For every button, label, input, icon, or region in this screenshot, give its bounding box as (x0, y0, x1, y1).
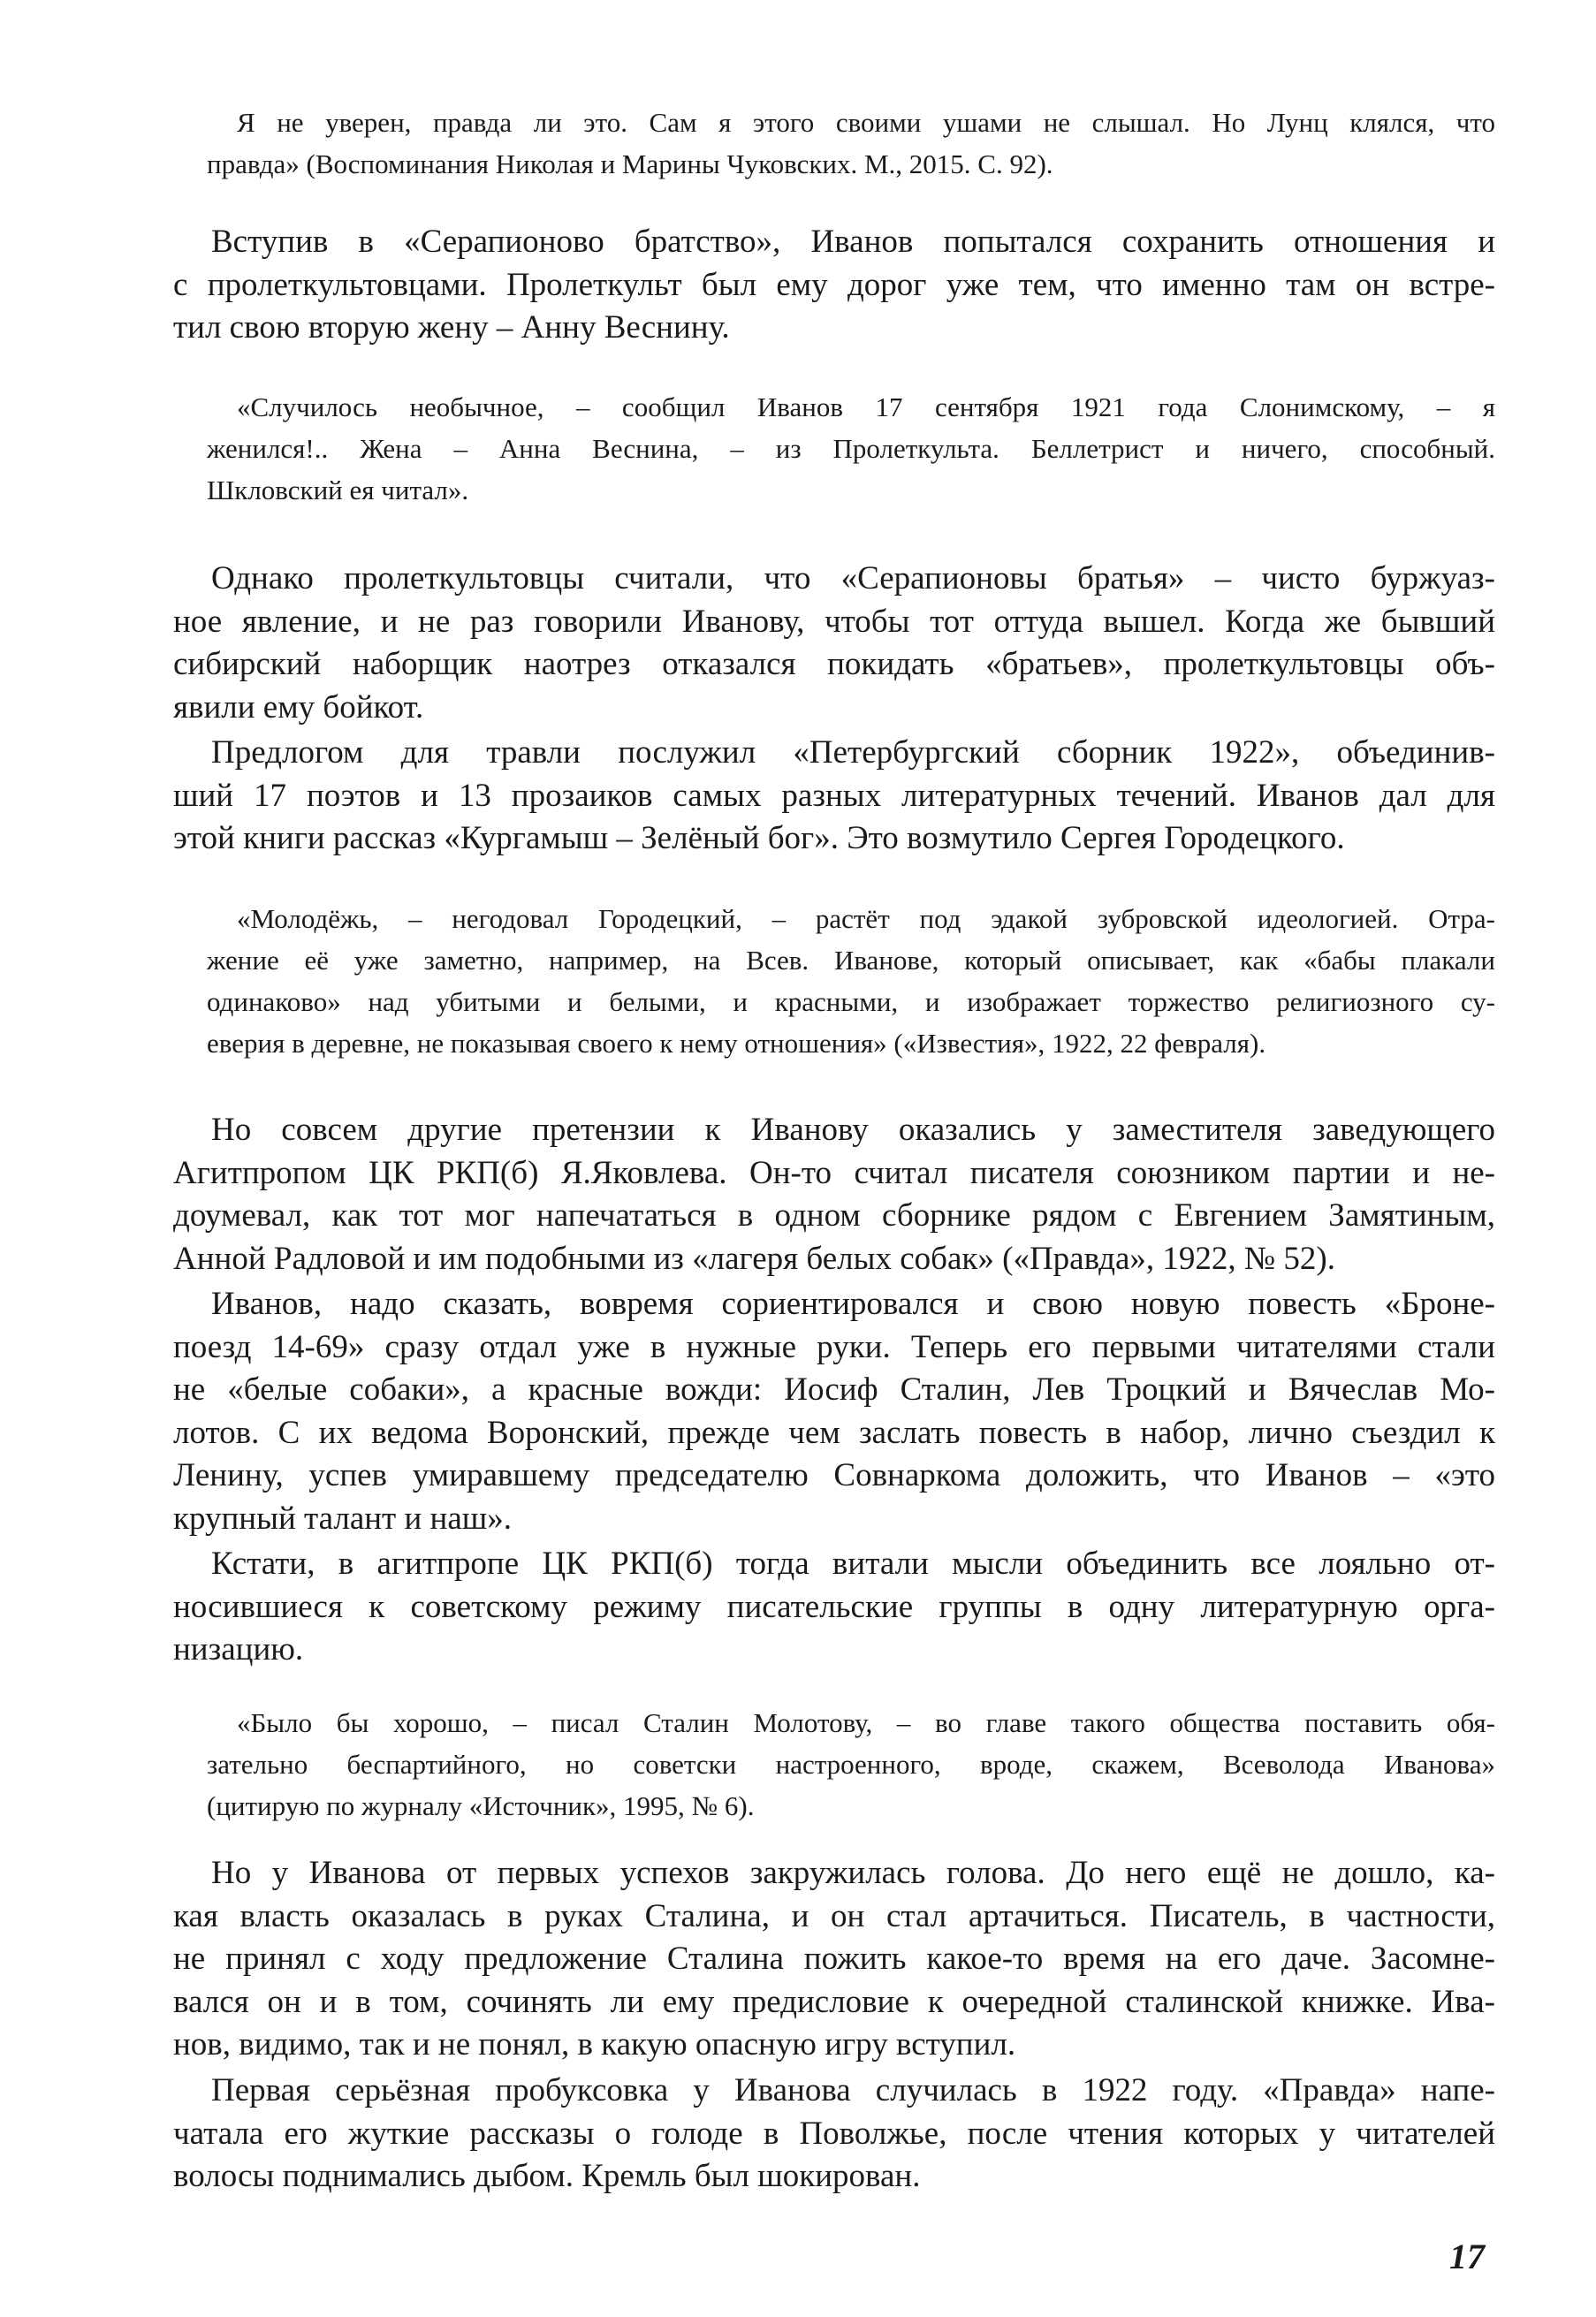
text-line: жение её уже заметно, например, на Всев. Иванове, который описывает, как «бабы плакали (207, 945, 1495, 976)
text-line: «Молодёжь, – негодовал Городецкий, – растёт под эдакой зубровской идеологией. Отра- (237, 903, 1495, 934)
text-line: не «белые собаки», а красные вожди: Иосиф Сталин, Лев Троцкий и Вячеслав Мо- (173, 1371, 1495, 1408)
text-line: с пролеткультовцами. Пролеткульт был ему дорог уже тем, что именно там он встре- (173, 266, 1495, 303)
body-paragraph (173, 1283, 1495, 1540)
text-line: этой книги рассказ «Кургамыш – Зелёный бог». Это возмутило Сергея Городецкого. (173, 820, 1345, 856)
text-line: «Было бы хорошо, – писал Сталин Молотову, – во главе такого общества поставить обя- (237, 1707, 1495, 1738)
text-line: (цитирую по журналу «Источник», 1995, № 6). (207, 1790, 755, 1821)
text-line: женился!.. Жена – Анна Веснина, – из Пролеткульта. Беллетрист и ничего, способный. (207, 433, 1495, 464)
body-paragraph (173, 2070, 1495, 2199)
text-line: сибирский наборщик наотрез отказался покидать «братьев», пролеткультовцы объ- (173, 646, 1495, 682)
text-line: Но совсем другие претензии к Иванову оказались у заместителя заведующего (211, 1112, 1495, 1148)
text-line: Анной Радловой и им подобными из «лагеря белых собак» («Правда», 1922, № 52). (173, 1240, 1335, 1277)
text-line: поезд 14-69» сразу отдал уже в нужные руки. Теперь его первыми читателями стали (173, 1328, 1495, 1365)
text-line: «Случилось необычное, – сообщил Иванов 17 сентября 1921 года Слонимскому, – я (237, 391, 1495, 422)
text-line: Ленину, успев умиравшему председателю Совнаркома доложить, что Иванов – «это (173, 1457, 1495, 1493)
text-line: Шкловский ея читал». (207, 475, 469, 505)
block-quote (207, 102, 1495, 185)
text-line: низацию. (173, 1631, 304, 1667)
text-line: носившиеся к советскому режиму писательские группы в одну литературную орга- (173, 1588, 1495, 1625)
text-line: Иванов, надо сказать, вовремя сориентировался и свою новую повесть «Броне- (211, 1286, 1495, 1322)
text-line: волосы поднимались дыбом. Кремль был шокирован. (173, 2158, 921, 2194)
text-line: еверия в деревне, не показывая своего к нему отношения» («Известия», 1922, 22 февраля). (207, 1028, 1266, 1059)
body-paragraph (173, 1852, 1495, 2067)
body-paragraph (173, 558, 1495, 729)
text-line: Предлогом для травли послужил «Петербургский сборник 1922», объединив- (211, 734, 1495, 771)
text-line: явили ему бойкот. (173, 688, 424, 725)
text-line: Я не уверен, правда ли это. Сам я этого своими ушами не слышал. Но Лунц клялся, что (237, 107, 1495, 138)
body-paragraph (173, 221, 1495, 350)
text-line: не принял с ходу предложение Сталина пожить какое-то время на его даче. Засомне- (173, 1941, 1495, 1977)
text-line: ное явление, и не раз говорили Иванову, чтобы тот оттуда вышел. Когда же бывший (173, 603, 1495, 640)
text-line: Агитпропом ЦК РКП(б) Я.Яковлева. Он-то считал писателя союзником партии и не- (173, 1154, 1495, 1191)
text-line: Первая серьёзная пробуксовка у Иванова случилась в 1922 году. «Правда» напе- (211, 2072, 1495, 2108)
text-line: ший 17 поэтов и 13 прозаиков самых разных литературных течений. Иванов дал для (173, 777, 1495, 814)
text-line: тил свою вторую жену – Анну Веснину. (173, 309, 730, 346)
body-paragraph (173, 1543, 1495, 1672)
text-line: Но у Иванова от первых успехов закружилась голова. До него ещё не дошло, ка- (211, 1855, 1495, 1891)
page-number: 17 (1449, 2237, 1485, 2276)
text-line: Кстати, в агитпропе ЦК РКП(б) тогда витали мысли объединить все лояльно от- (211, 1546, 1495, 1582)
text-line: доумевал, как тот мог напечататься в одном сборнике рядом с Евгением Замятиным, (173, 1197, 1495, 1234)
body-paragraph (173, 732, 1495, 861)
text-line: зательно беспартийного, но советски настроенного, вроде, скажем, Всеволода Иванова» (207, 1749, 1495, 1780)
text-line: Вступив в «Серапионово братство», Иванов попытался сохранить отношения и (211, 224, 1495, 260)
text-line: крупный талант и наш». (173, 1500, 512, 1537)
body-paragraph (173, 1109, 1495, 1280)
text-line: чатала его жуткие рассказы о голоде в Поволжье, после чтения которых у читателей (173, 2115, 1495, 2152)
block-quote (207, 898, 1495, 1064)
text-line: кая власть оказалась в руках Сталина, и он стал артачиться. Писатель, в частности, (173, 1897, 1495, 1934)
block-quote (207, 386, 1495, 511)
text-line: одинаково» над убитыми и белыми, и красными, и изображает торжество религиозного су- (207, 986, 1495, 1017)
text-line: лотов. С их ведома Воронский, прежде чем заслать повесть в набор, лично съездил к (173, 1414, 1495, 1451)
block-quote (207, 1702, 1495, 1827)
text-line: вался он и в том, сочинять ли ему предисловие к очередной сталинской книжке. Ива- (173, 1983, 1495, 2020)
text-line: нов, видимо, так и не понял, в какую опасную игру вступил. (173, 2026, 1016, 2063)
text-line: Однако пролеткультовцы считали, что «Серапионовы братья» – чисто буржуаз- (211, 560, 1495, 596)
text-line: правда» (Воспоминания Николая и Марины Чуковских. М., 2015. С. 92). (207, 148, 1053, 179)
